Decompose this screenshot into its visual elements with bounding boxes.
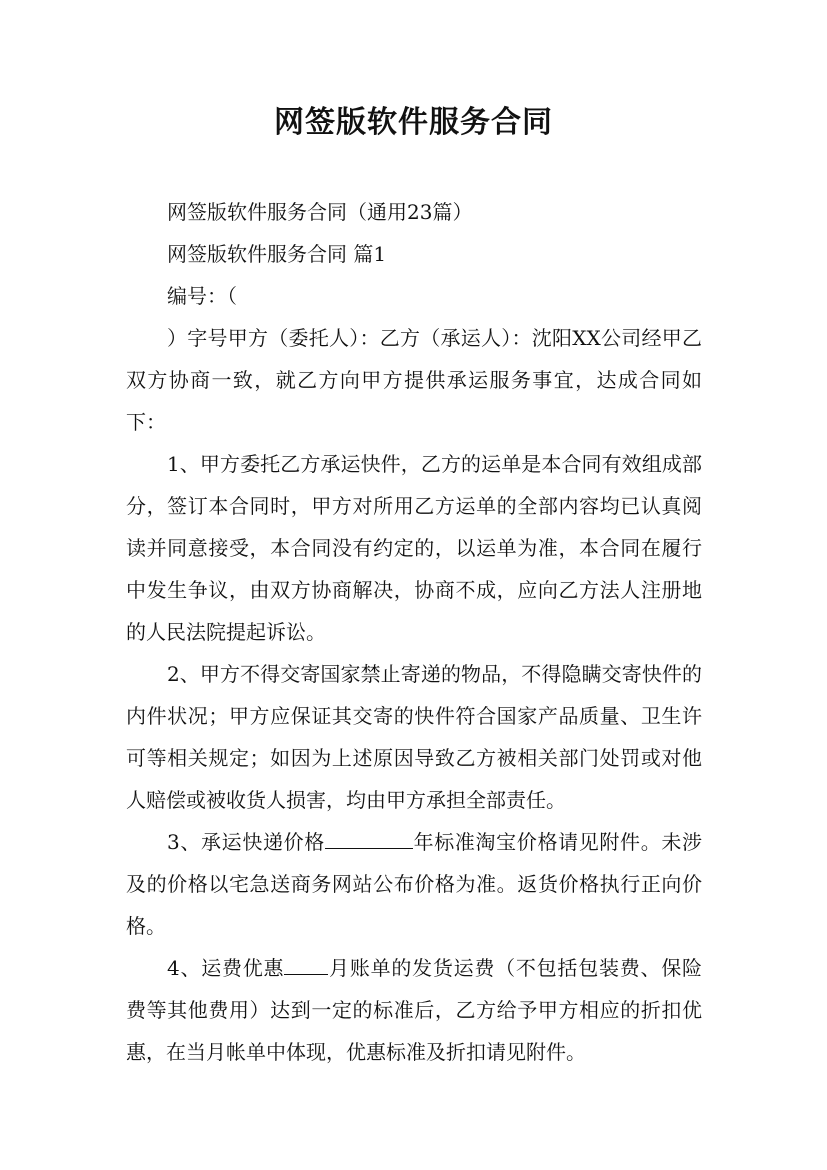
price-blank <box>325 830 413 849</box>
document-body <box>126 191 702 1073</box>
clause-3 <box>126 821 702 947</box>
parties-paragraph: ）字号甲方（委托人）：乙方（承运人）：沈阳XX公司经甲乙双方协商一致，就乙方向甲方提供承运服务事宜，达成合同如下： <box>126 326 702 434</box>
clause-3-suffix: 年标准淘宝价格请见附件。未涉及的价格以宅急送商务网站公布价格为准。返货价格执行正向价格。 <box>126 830 702 938</box>
subtitle-line: 网签版软件服务合同（通用23篇） <box>167 200 473 224</box>
document-title: 网签版软件服务合同 <box>274 105 553 140</box>
clause-4-prefix: 4、运费优惠 <box>167 956 285 980</box>
clause-1: 1、甲方委托乙方承运快件，乙方的运单是本合同有效组成部分，签订本合同时，甲方对所用乙方运单的全部内容均已认真阅读并同意接受，本合同没有约定的，以运单为准，本合同在履行中发生争议，由双方协商解决，协商不成，应向乙方法人注册地的人民法院提起诉讼。 <box>126 452 702 644</box>
number-line: 编号：（ <box>167 284 237 308</box>
section-heading: 网签版软件服务合同 篇1 <box>167 242 387 266</box>
clause-3-prefix: 3、承运快递价格 <box>167 830 325 854</box>
discount-blank <box>284 956 328 975</box>
clause-2: 2、甲方不得交寄国家禁止寄递的物品，不得隐瞒交寄快件的内件状况；甲方应保证其交寄的快件符合国家产品质量、卫生许可等相关规定；如因为上述原因导致乙方被相关部门处罚或对他人赔偿或被收货人损害，均由甲方承担全部责任。 <box>126 662 702 812</box>
clause-4 <box>126 947 702 1073</box>
clause-4-suffix: 月账单的发货运费（不包括包装费、保险费等其他费用）达到一定的标准后，乙方给予甲方相应的折扣优惠，在当月帐单中体现，优惠标准及折扣请见附件。 <box>126 956 702 1064</box>
